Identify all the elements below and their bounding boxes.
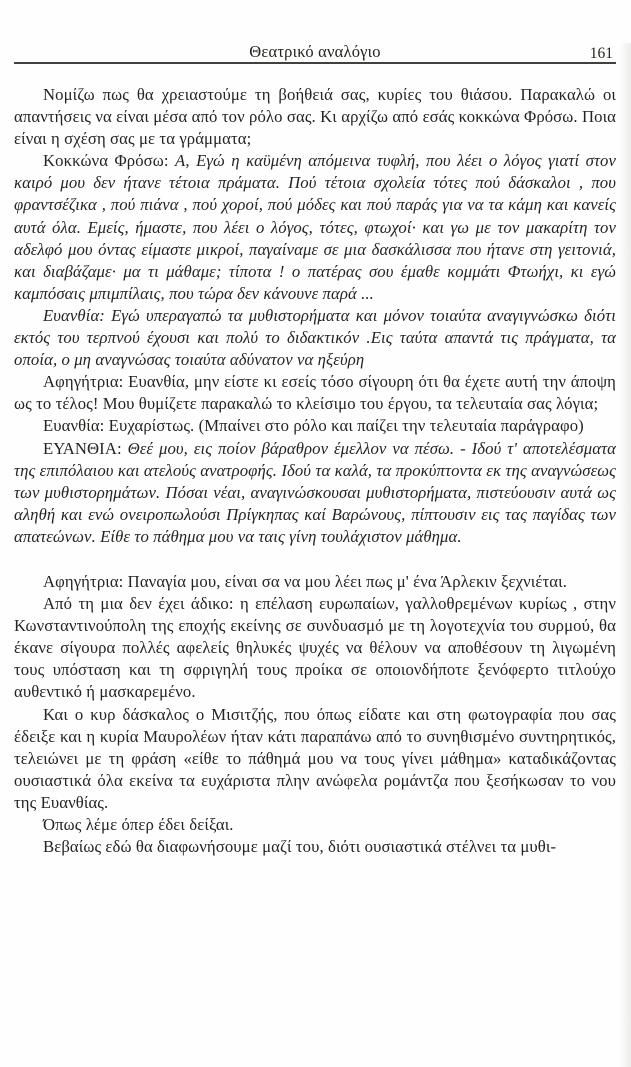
text-segment: Όπως λέμε όπερ έδει δείξαι. — [43, 815, 234, 834]
paragraph — [14, 305, 616, 371]
paragraph — [14, 150, 616, 305]
paragraph — [14, 438, 616, 548]
paragraph — [14, 814, 616, 836]
scan-edge-shadow — [619, 43, 631, 1067]
paragraph — [14, 704, 616, 814]
paragraph — [14, 593, 616, 703]
text-segment: Βεβαίως εδώ θα διαφωνήσουμε μαζί του, διότι ουσιαστικά στέλνει τα μυθι- — [43, 837, 557, 857]
page-number: 161 — [589, 45, 613, 62]
running-title: Θεατρικό αναλόγιο — [249, 42, 381, 61]
dialogue-text-segment: Ευανθία: Εγώ υπεραγαπώ τα μυθιστορήματα και μόνον τοιαύτα αναγιγνώσκω διότι εκτός του τερπνού έχουσι και πολύ το διδακτικόν .Εις ταύτα απαντά τις πράγματα, τα οποία, ο μη αναγνώσας τοιαύτα αδύνατον να ηξεύρη — [14, 305, 616, 370]
paragraph — [14, 84, 616, 150]
dialogue-text-segment: Θεέ μου, εις ποίον βάραθρον έμελλον να πέσω. - Ιδού τ' αποτελέσματα της επιπόλαιου και ατελούς ανατροφής. Ιδού τα καλά, τα προκύπτοντα εκ της αναγνώσεως των μυθιστορημάτων. Πόσαι νέαι, αναγινώσκουσαι μυθιστορήματα, πιστεύουσιν αυτά ως αληθή και ενώ ονειροπωλούσι Πρίγκηπας καί Βαρώνους, πίπτουσιν εις τας παγίδας των απατεώνων. Είθε το πάθημα μου να ταις γίνη τουλάχιστον μάθημα. — [14, 438, 617, 546]
paragraph — [14, 571, 616, 593]
book-page — [0, 43, 631, 1067]
text-segment: Από τη μια δεν έχει άδικο: η επέλαση ευρωπαίων, γαλλοθρεμένων κυρίως , στην Κωνσταντινούπολη της εποχής εκείνης σε συνδυασμό με τη λογοτεχνία του συρμού, θα έκανε σίγουρα πολλές αφελείς θηλυκές ψυχές να θέλουν να αποθέσουν τη λιγωμένη τους υπόσταση και τη σφριγηλή τους προίκα σε οποιονδήποτε ξενόφερτο τιτλούχο αυθεντικό ή μασκαρεμένο. — [14, 594, 616, 702]
text-segment: Αφηγήτρια: Ευανθία, μην είστε κι εσείς τόσο σίγουρη ότι θα έχετε αυτή την άποψη ως το τέλος! Μου θυμίζετε παρακαλώ το κλείσιμο του έργου, τα τελευταία σας λόγια; — [14, 372, 616, 414]
text-segment: Ευανθία: Ευχαρίστως. (Μπαίνει στο ρόλο και παίζει την τελευταία παράγραφο) — [43, 416, 584, 436]
text-segment: Νομίζω πως θα χρειαστούμε τη βοήθειά σας, κυρίες του θιάσου. Παρακαλώ οι απαντήσεις να είναι μέσα από τον ρόλο σας. Κι αρχίζω από εσάς κοκκώνα Φρόσω. Ποια είναι η σχέση σας με τα γράμματα; — [14, 85, 616, 149]
paragraph — [14, 371, 616, 415]
text-segment: ΕΥΑΝΘΙΑ: — [43, 438, 128, 458]
text-segment: Κοκκώνα Φρόσω: — [43, 151, 176, 171]
paragraph — [14, 415, 616, 437]
dialogue-text-segment: Α, Εγώ η καϋμένη απόμεινα τυφλή, που λέει ο λόγος γιατί στον καιρό μου δεν ήτανε τέτοια πράματα. Πού τέτοια σχολεία τότες πού δάσκαλοι , που φραντσέζικα , πού πιάνα , πού χοροί, πού μόδες και πού παράς για να τα κάμη και κανείς αυτά όλα. Εμείς, ήμαστε, που λέει ο λόγος, τότες, φτωχοί· και γω με τον μακαρίτη τον αδελφό μου όντας είμαστε μικροί, παγαίναμε σε μια δασκάλισσα που ήτανε στη γειτονιά, και διαβάζαμε· μα τι μάθαμε; τίποτα ! ο πατέρας σου έμαθε κομμάτι Φτωήχι, κι εγώ καμπόσαις μπιμπίλαις, που τώρα δεν κάνουνε παρά ... — [14, 151, 617, 303]
paragraph — [14, 836, 616, 858]
scanned-book-page — [0, 43, 631, 1067]
running-head — [14, 43, 616, 64]
text-segment: Και ο κυρ δάσκαλος ο Μισιτζής, που όπως είδατε και στη φωτογραφία που σας έδειξε και η κυρία Μαυρολέων ήταν κάτι παραπάνω από το συνηθισμένο συντηρητικός, τελειώνει με τη φράση «είθε το πάθημά μου να τους γίνει μάθημα» καταδικάζοντας ουσιαστικά όλα εκείνα τα ευχάριστα πλην ανώφελα ρομάντζα που ξεσήκωσαν το νου της Ευανθίας. — [14, 704, 616, 812]
page-body — [14, 84, 616, 858]
text-segment: Αφηγήτρια: Παναγία μου, είναι σα να μου λέει πως μ' ένα Άρλεκιν ξεχνιέται. — [43, 571, 568, 591]
